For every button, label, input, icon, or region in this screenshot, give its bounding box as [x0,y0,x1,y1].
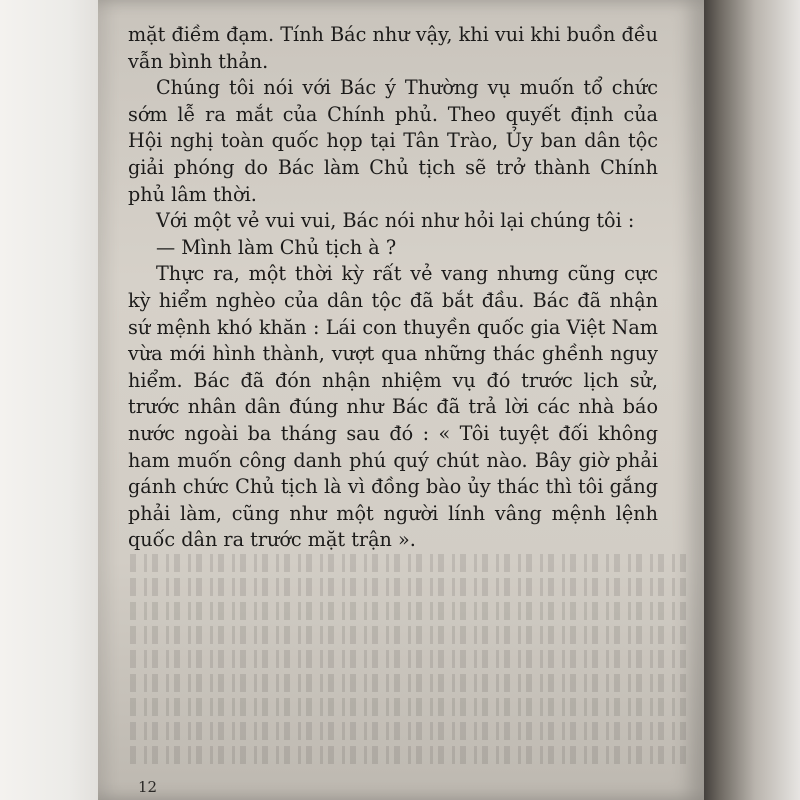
background-left [0,0,98,800]
paragraph-4: — Mình làm Chủ tịch à ? [156,235,397,259]
paragraph-5: Thực ra, một thời kỳ rất vẻ vang nhưng cũng cực kỳ hiểm nghèo của dân tộc đã bắt đầu. Bác đã nhận sứ mệnh khó khăn : Lái con thuyền quốc gia Việt Nam vừa mới hình thành, vượt qua những thác ghềnh nguy hiểm. Bác đã đón nhận nhiệm vụ đó trước lịch sử, trước nhân dân đúng như Bác đã trả lời các nhà báo nước ngoài ba tháng sau đó : « Tôi tuyệt đối không ham muốn công danh phú quý chút nào. Bây giờ phải gánh chức Chủ tịch là vì đồng bào ủy thác thì tôi gắng phải làm, cũng như một người lính vâng mệnh lệnh quốc dân ra trước mặt trận ». [128,262,658,552]
book-spine-shadow [700,0,800,800]
paragraph-1: mặt điềm đạm. Tính Bác như vậy, khi vui khi buồn đều vẫn bình thản. [128,23,658,73]
show-through-text [126,548,686,778]
page-number: 12 [138,778,158,796]
paragraph-2: Chúng tôi nói với Bác ý Thường vụ muốn tổ chức sớm lễ ra mắt của Chính phủ. Theo quyết định của Hội nghị toàn quốc họp tại Tân Trào, Ủy ban dân tộc giải phóng do Bác làm Chủ tịch sẽ trở thành Chính phủ lâm thời. [128,76,658,206]
paragraph-3: Với một vẻ vui vui, Bác nói như hỏi lại chúng tôi : [156,209,635,233]
book-page [98,0,704,800]
page-text [128,22,658,554]
